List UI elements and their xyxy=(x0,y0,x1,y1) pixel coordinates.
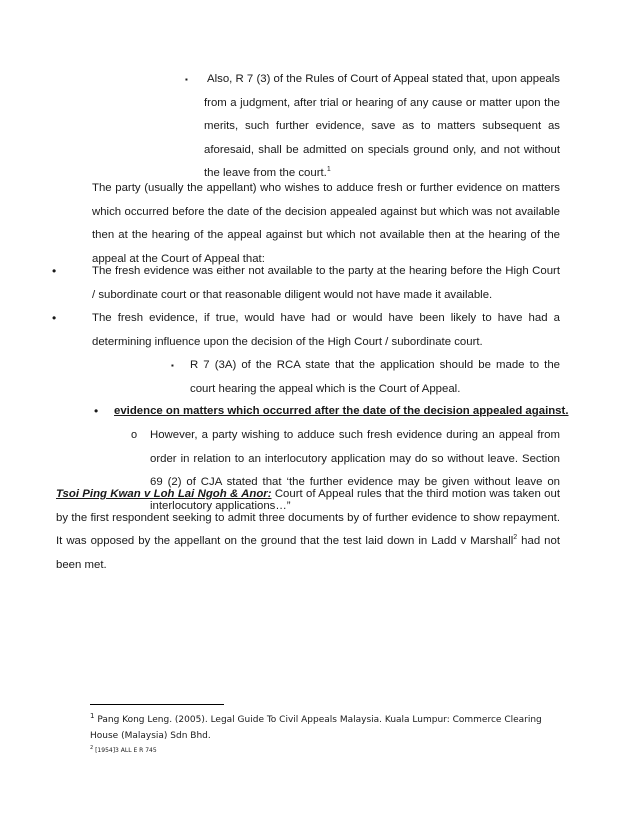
footnote-ref-2: 2 xyxy=(513,534,518,542)
dot-bullet-icon: • xyxy=(94,404,99,418)
dot-bullet-icon: • xyxy=(52,311,57,325)
square-bullet-icon: ▪ xyxy=(185,75,188,84)
case-name: Tsoi Ping Kwan v Loh Lai Ngoh & Anor xyxy=(56,488,268,500)
square-bullet-icon: ▪ xyxy=(171,361,174,370)
footnote-divider xyxy=(90,704,224,705)
case-text-end: had not been met. xyxy=(56,535,561,571)
r7-3-paragraph: Also, R 7 (3) of the Rules of Court of Appeal stated that, upon appeals from a judgment, after trial or hearing of any cause or matter upon the merits, such further evidence, save as to matters subsequent as aforesaid, shall be admitted on specials ground only, and not without the leave from the court.$^1$ xyxy=(204,73,560,180)
case-colon: : xyxy=(267,488,272,500)
case-text: Court of Appeal rules that the third motion was taken out by the first respondent seeking to admit three documents by of further evidence to show repayment. It was opposed by the appellant on the ground that the test laid down in Ladd v Marshall xyxy=(56,488,560,548)
condition-2: The fresh evidence, if true, would have had or would have been likely to have had a determining influence upon the decision of the High Court / subordinate court. xyxy=(92,312,560,348)
interlocutory-note: However, a party wishing to adduce such fresh evidence during an appeal from order in relation to an interlocutory application may do so without leave. Section 69 (2) of CJA stated that ‘the further evidence may be given without leave on interlocutory applications…” xyxy=(150,429,560,512)
footnote-2: $^2$ [1954]3 ALL E R 745 xyxy=(90,745,157,754)
footnote-ref-1: 1 xyxy=(326,166,331,174)
circle-bullet-icon: o xyxy=(131,429,138,441)
after-decision-heading: evidence on matters which occurred after the date of the decision appealed against. xyxy=(114,405,569,417)
footnote-1: $^1$ Pang Kong Leng. (2005). Legal Guide To Civil Appeals Malaysia. Kuala Lumpur: Commerce Clearing House (Malaysia) Sdn Bhd. xyxy=(90,712,542,741)
condition-1: The fresh evidence was either not available to the party at the hearing before the High Court / subordinate court or that reasonable diligent would not have made it available. xyxy=(92,265,560,301)
r7-3a-paragraph: R 7 (3A) of the RCA state that the application should be made to the court hearing the appeal which is the Court of Appeal. xyxy=(190,359,560,395)
dot-bullet-icon: • xyxy=(52,264,57,278)
footnote-2-marker: 2 xyxy=(90,745,94,751)
party-paragraph: The party (usually the appellant) who wishes to adduce fresh or further evidence on matters which occurred before the date of the decision appealed against but which was not available then at the hearing of the appeal against but which not available then at the hearing of the appeal at the Court of Appeal that: xyxy=(92,182,560,265)
footnote-1-marker: 1 xyxy=(90,712,95,720)
case-paragraph xyxy=(56,483,560,577)
